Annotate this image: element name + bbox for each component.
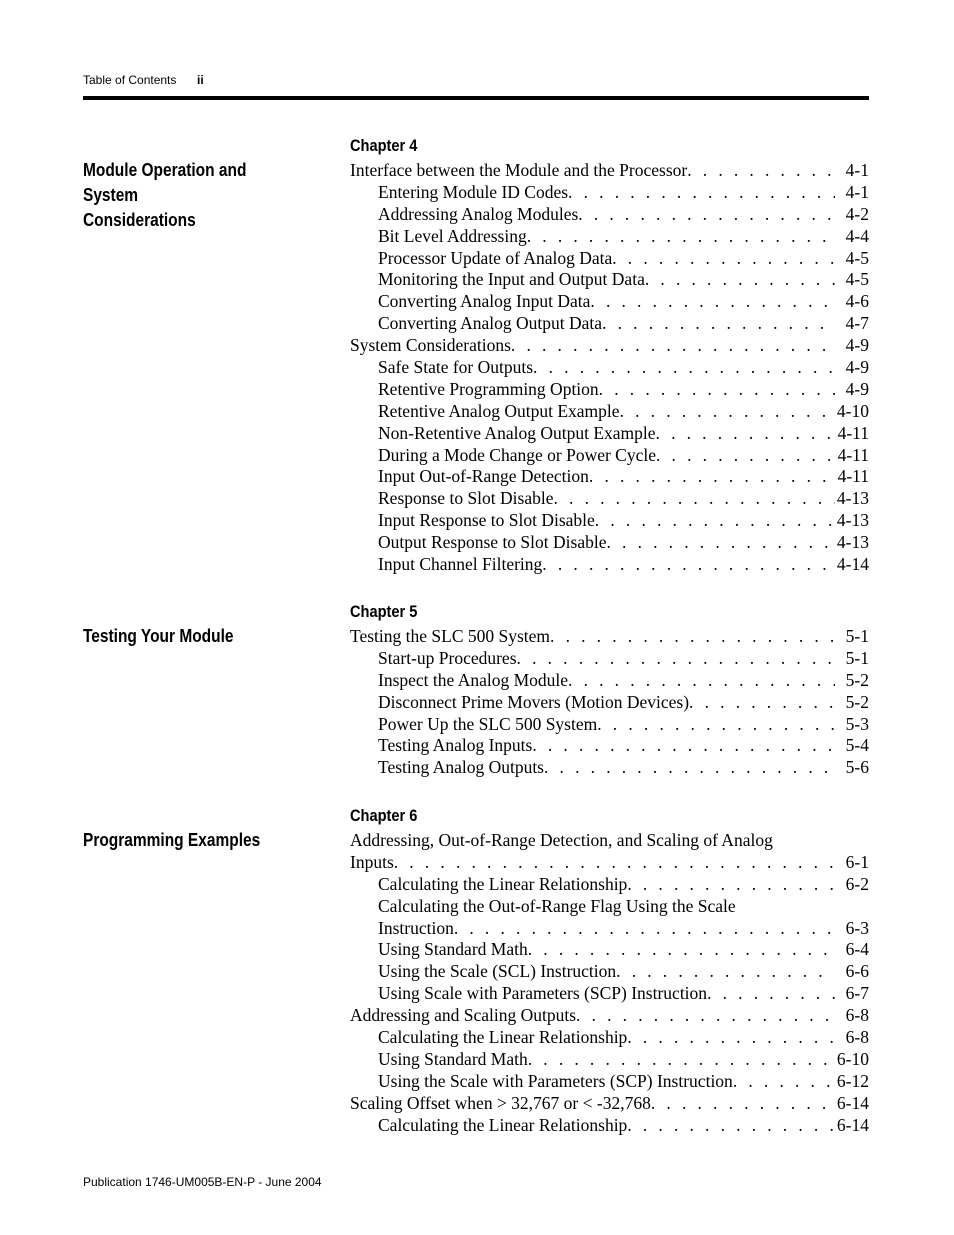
chapter-6-entries <box>350 830 869 1136</box>
toc-entry[interactable]: Using the Scale (SCL) Instruction . . . 6-6 <box>350 961 869 983</box>
toc-entry[interactable]: Using the Scale with Parameters (SCP) Instruction . . . 6-12 <box>350 1071 869 1093</box>
toc-entry[interactable]: Processor Update of Analog Data . . . 4-5 <box>350 248 869 270</box>
toc-entry[interactable]: Addressing, Out-of-Range Detection, and Scaling of Analog <box>350 830 773 850</box>
chapter-4-title-line: Module Operation and System <box>83 160 247 205</box>
toc-entry[interactable]: Safe State for Outputs . . . 4-9 <box>350 357 869 379</box>
toc-entry[interactable]: Inputs . . . 6-1 <box>350 852 869 874</box>
toc-entry[interactable]: Input Channel Filtering . . . 4-14 <box>350 554 869 576</box>
toc-entry[interactable]: Entering Module ID Codes . . . 4-1 <box>350 182 869 204</box>
chapter-5-title <box>83 624 289 649</box>
toc-entry[interactable]: Calculating the Linear Relationship . . . 6-2 <box>350 874 869 896</box>
chapter-5-label: Chapter 5 <box>350 602 418 621</box>
chapter-5-title-line: Testing Your Module <box>83 626 234 646</box>
toc-entry[interactable]: Input Response to Slot Disable . . . 4-13 <box>350 510 869 532</box>
toc-entry[interactable]: Non-Retentive Analog Output Example . . . 4-11 <box>350 423 869 445</box>
chapter-6-label: Chapter 6 <box>350 806 418 825</box>
publication-footer: Publication 1746-UM005B-EN-P - June 2004 <box>83 1175 322 1189</box>
toc-entry[interactable]: Converting Analog Input Data . . . 4-6 <box>350 291 869 313</box>
toc-entry[interactable]: Instruction . . . 6-3 <box>350 918 869 940</box>
chapter-4-entries <box>350 160 869 576</box>
toc-entry[interactable]: Converting Analog Output Data . . . 4-7 <box>350 313 869 335</box>
toc-entry[interactable]: Power Up the SLC 500 System . . . 5-3 <box>350 714 869 736</box>
chapter-4-label: Chapter 4 <box>350 136 418 155</box>
toc-entry[interactable]: Using Standard Math . . . 6-4 <box>350 939 869 961</box>
toc-entry[interactable]: Testing Analog Inputs . . . 5-4 <box>350 735 869 757</box>
toc-entry[interactable]: Scaling Offset when > 32,767 or < -32,768 . . . 6-14 <box>350 1093 869 1115</box>
chapter-4-title <box>83 158 289 233</box>
toc-entry[interactable]: Testing the SLC 500 System . . . 5-1 <box>350 626 869 648</box>
header-page-number: ii <box>197 73 204 87</box>
chapter-6-title-line: Programming Examples <box>83 830 261 850</box>
toc-entry[interactable]: Using Scale with Parameters (SCP) Instruction . . . 6-7 <box>350 983 869 1005</box>
chapter-4-title-line: Considerations <box>83 210 196 230</box>
toc-entry[interactable]: Retentive Programming Option . . . 4-9 <box>350 379 869 401</box>
toc-entry[interactable]: Interface between the Module and the Processor . . . 4-1 <box>350 160 869 182</box>
toc-entry[interactable]: Calculating the Linear Relationship . . . 6-14 <box>350 1115 869 1137</box>
toc-entry[interactable]: Retentive Analog Output Example . . . 4-10 <box>350 401 869 423</box>
toc-entry[interactable]: Response to Slot Disable . . . 4-13 <box>350 488 869 510</box>
toc-entry[interactable]: Addressing Analog Modules . . . 4-2 <box>350 204 869 226</box>
toc-entry[interactable]: Calculating the Out-of-Range Flag Using the Scale <box>378 895 736 916</box>
toc-entry[interactable]: Inspect the Analog Module . . . 5-2 <box>350 670 869 692</box>
toc-entry[interactable]: System Considerations . . . 4-9 <box>350 335 869 357</box>
toc-entry[interactable]: Monitoring the Input and Output Data . . . 4-5 <box>350 269 869 291</box>
toc-entry[interactable]: Addressing and Scaling Outputs . . . 6-8 <box>350 1005 869 1027</box>
toc-entry[interactable]: Using Standard Math . . . 6-10 <box>350 1049 869 1071</box>
toc-entry[interactable]: Output Response to Slot Disable . . . 4-13 <box>350 532 869 554</box>
toc-entry[interactable]: Calculating the Linear Relationship . . . 6-8 <box>350 1027 869 1049</box>
toc-entry[interactable]: Bit Level Addressing . . . 4-4 <box>350 226 869 248</box>
chapter-5-entries <box>350 626 869 779</box>
header-rule <box>83 96 869 100</box>
toc-entry[interactable]: Start-up Procedures . . . 5-1 <box>350 648 869 670</box>
toc-entry[interactable]: During a Mode Change or Power Cycle . . . 4-11 <box>350 445 869 467</box>
toc-entry[interactable]: Input Out-of-Range Detection . . . 4-11 <box>350 466 869 488</box>
toc-entry[interactable]: Disconnect Prime Movers (Motion Devices) . . . 5-2 <box>350 692 869 714</box>
running-header <box>83 73 204 87</box>
chapter-6-title <box>83 828 289 853</box>
header-title: Table of Contents <box>83 73 177 87</box>
toc-entry[interactable]: Testing Analog Outputs . . . 5-6 <box>350 757 869 779</box>
